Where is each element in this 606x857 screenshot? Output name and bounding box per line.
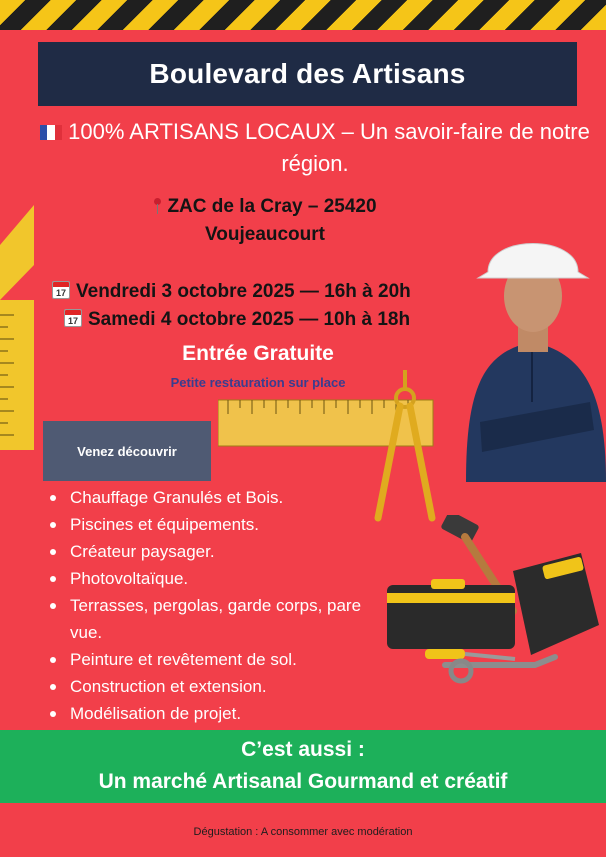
list-item: Photovoltaïque. (48, 565, 378, 592)
date-saturday-text: Samedi 4 octobre 2025 — 10h à 18h (88, 309, 411, 330)
page-title: Boulevard des Artisans (149, 58, 466, 89)
toolbox-tools-illustration (385, 515, 606, 685)
location-line2: Voujeaucourt (205, 224, 325, 245)
france-flag-icon (40, 125, 62, 140)
discover-button[interactable]: Venez découvrir (43, 421, 211, 481)
pushpin-icon (153, 198, 161, 214)
calendar-icon: 17 (52, 281, 70, 299)
free-entry: Entrée Gratuite (182, 342, 334, 365)
list-item: Terrasses, pergolas, garde corps, pare vue. (48, 592, 378, 646)
date-saturday (64, 309, 494, 331)
folding-ruler-illustration (0, 205, 36, 450)
footer-disclaimer: Dégustation : A consommer avec modération (193, 826, 413, 838)
tagline-text: 100% ARTISANS LOCAUX – Un savoir-faire de notre région. (68, 119, 590, 176)
title-banner (38, 42, 577, 106)
list-item: Peinture et revêtement de sol. (48, 646, 378, 673)
banner-line1: C’est aussi : (241, 738, 365, 761)
list-item: Piscines et équipements. (48, 511, 378, 538)
location-line1: ZAC de la Cray – 25420 (167, 196, 377, 217)
date-friday-text: Vendredi 3 octobre 2025 — 16h à 20h (76, 281, 411, 302)
food-note: Petite restauration sur place (170, 375, 346, 390)
market-banner (0, 730, 606, 803)
list-item: Créateur paysager. (48, 538, 378, 565)
banner-line2: Un marché Artisanal Gourmand et créatif (98, 770, 508, 793)
date-friday (52, 281, 482, 303)
ruler-compass-illustration (218, 368, 440, 530)
worker-illustration (456, 226, 606, 482)
list-item: Modélisation de projet. (48, 700, 378, 727)
tagline (32, 116, 598, 180)
location (120, 193, 410, 249)
list-item: Chauffage Granulés et Bois. (48, 484, 378, 511)
hazard-stripe-band (0, 0, 606, 30)
list-item: Construction et extension. (48, 673, 378, 700)
calendar-icon: 17 (64, 309, 82, 327)
